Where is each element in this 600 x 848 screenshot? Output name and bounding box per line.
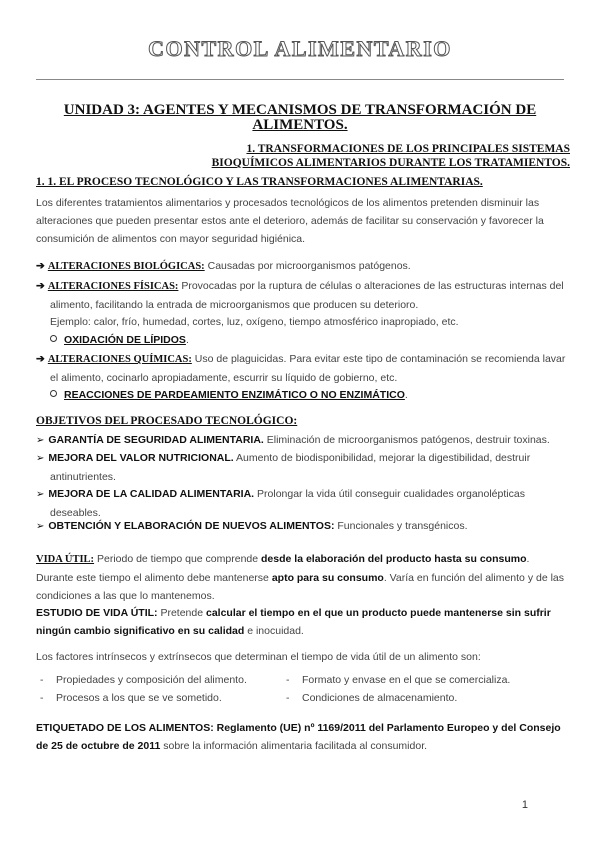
pardeamiento-label: REACCIONES DE PARDEAMIENTO ENZIMÁTICO O NO ENZIMÁTICO	[64, 389, 405, 401]
arrow-icon: ➔	[36, 353, 45, 365]
etiquetado-text: sobre la información alimentaria facilitada al consumidor.	[160, 740, 428, 752]
factores-right-column	[286, 671, 566, 707]
estudio-text: e inocuidad.	[244, 625, 304, 637]
circle-bullet-icon	[50, 335, 57, 342]
vida-util-text: . Varía en función del alimento y de las condiciones a las que lo mantenemos.	[36, 572, 565, 602]
alteraciones-fisicas	[36, 277, 570, 314]
unit-title: UNIDAD 3: AGENTES Y MECANISMOS DE TRANSFORMACIÓN DE ALIMENTOS.	[63, 102, 537, 133]
objetivos-heading: OBJETIVOS DEL PROCESADO TECNOLÓGICO:	[36, 415, 298, 427]
objetivo-item	[36, 449, 574, 486]
vida-util-bold: apto para su consumo	[271, 572, 384, 584]
estudio-vida-util-label: ESTUDIO DE VIDA ÚTIL:	[36, 607, 158, 619]
section-heading-line-2: BIOQUÍMICOS ALIMENTARIOS DURANTE LOS TRATAMIENTOS.	[211, 157, 570, 169]
triangle-bullet-icon: ➢	[36, 489, 45, 500]
objetivo-label: MEJORA DEL VALOR NUTRICIONAL.	[48, 452, 234, 464]
alteraciones-fisicas-label: ALTERACIONES FÍSICAS:	[47, 281, 179, 292]
objetivo-text: Funcionales y transgénicos.	[334, 520, 468, 532]
period: .	[404, 389, 408, 401]
pardeamiento-item	[50, 386, 570, 404]
vida-util-paragraph	[36, 550, 568, 605]
alteraciones-fisicas-ejemplo: Ejemplo: calor, frío, humedad, cortes, luz, oxígeno, tiempo atmosférico inapropiado, etc.	[50, 316, 459, 328]
alteraciones-quimicas	[36, 350, 570, 387]
objetivo-label: MEJORA DE LA CALIDAD ALIMENTARIA.	[48, 488, 255, 500]
vida-util-text: Periodo de tiempo que comprende	[94, 553, 262, 565]
dash: -	[40, 692, 44, 704]
dash: -	[40, 674, 44, 686]
factor-text: Condiciones de almacenamiento.	[302, 692, 458, 704]
estudio-text: Pretende	[157, 607, 206, 619]
oxidacion-lipidos-label: OXIDACIÓN DE LÍPIDOS	[64, 334, 186, 346]
alteraciones-fisicas-text: Provocadas por la ruptura de células o alteraciones de las estructuras internas del alimento, facilitando la entrada de microorganismos que producen su deterioro.	[50, 280, 564, 311]
factor-text: Procesos a los que se ve sometido.	[56, 692, 222, 704]
factor-text: Propiedades y composición del alimento.	[56, 674, 247, 686]
vida-util-bold: desde la elaboración del producto hasta su consumo	[261, 553, 527, 565]
objetivo-label: OBTENCIÓN Y ELABORACIÓN DE NUEVOS ALIMENTOS:	[48, 520, 335, 532]
factores-intro: Los factores intrínsecos y extrínsecos que determinan el tiempo de vida útil de un alimento son:	[36, 651, 481, 663]
title-divider	[36, 79, 564, 80]
factor-item	[40, 689, 280, 707]
circle-bullet-icon	[50, 390, 57, 397]
triangle-bullet-icon: ➢	[36, 435, 45, 446]
factor-item	[286, 689, 566, 707]
oxidacion-lipidos-item	[50, 331, 550, 349]
objetivo-item	[36, 517, 566, 536]
etiquetado-bold: ETIQUETADO DE LOS ALIMENTOS: Reglamento (UE) nº 1169/2011 del Parlamento Europeo y del Consejo de 25 de octubre de 2011	[36, 722, 561, 752]
arrow-icon: ➔	[36, 280, 45, 292]
alteraciones-quimicas-label: ALTERACIONES QUÍMICAS:	[47, 354, 192, 365]
triangle-bullet-icon: ➢	[36, 521, 45, 532]
arrow-icon: ➔	[36, 260, 45, 272]
subsection-heading: 1. 1. EL PROCESO TECNOLÓGICO Y LAS TRANSFORMACIONES ALIMENTARIAS.	[36, 176, 483, 188]
triangle-bullet-icon: ➢	[36, 453, 45, 464]
period: .	[185, 334, 189, 346]
vida-util-label: VIDA ÚTIL:	[36, 554, 95, 565]
alteraciones-quimicas-text: Uso de plaguicidas. Para evitar este tipo de contaminación se recomienda lavar el alimento, cocinarlo apropiadamente, escurrir su líquido de gobierno, etc.	[50, 353, 566, 384]
vida-util-text: . Durante este tiempo el alimento debe mantenerse	[36, 553, 530, 584]
alteraciones-biologicas	[36, 257, 566, 276]
dash: -	[286, 692, 290, 704]
objetivo-text: Eliminación de microorganismos patógenos, destruir toxinas.	[263, 434, 550, 446]
objetivo-text: Aumento de biodisponibilidad, mejorar la digestibilidad, destruir antinutrientes.	[50, 452, 531, 483]
alteraciones-biologicas-text: Causadas por microorganismos patógenos.	[204, 260, 411, 272]
objetivo-item	[36, 431, 566, 450]
alteraciones-biologicas-label: ALTERACIONES BIOLÓGICAS:	[47, 261, 205, 272]
factor-item	[40, 671, 280, 689]
objetivo-text: Prolongar la vida útil conseguir cualidades organolépticas deseables.	[50, 488, 525, 519]
document-title: CONTROL ALIMENTARIO	[148, 36, 452, 61]
section-heading-line-1: 1. TRANSFORMACIONES DE LOS PRINCIPALES SISTEMAS	[246, 143, 570, 155]
estudio-vida-util-paragraph	[36, 604, 556, 640]
factores-left-column	[40, 671, 280, 707]
factor-text: Formato y envase en el que se comercializa.	[302, 674, 511, 686]
intro-paragraph: Los diferentes tratamientos alimentarios y procesados tecnológicos de los alimentos pretenden disminuir las alteraciones que pueden presentar estos ante el deterioro, además de facilitar su conservación y favorecer la consumición de alimentos con mayor seguridad higiénica.	[36, 197, 544, 245]
objetivo-label: GARANTÍA DE SEGURIDAD ALIMENTARIA.	[48, 434, 264, 446]
dash: -	[286, 674, 290, 686]
factor-item	[286, 671, 566, 689]
estudio-bold: calcular el tiempo en el que un producto puede mantenerse sin sufrir ningún cambio significativo en su calidad	[36, 607, 551, 637]
etiquetado-paragraph	[36, 719, 568, 755]
page-number: 1	[521, 799, 528, 811]
section-heading	[190, 142, 570, 170]
